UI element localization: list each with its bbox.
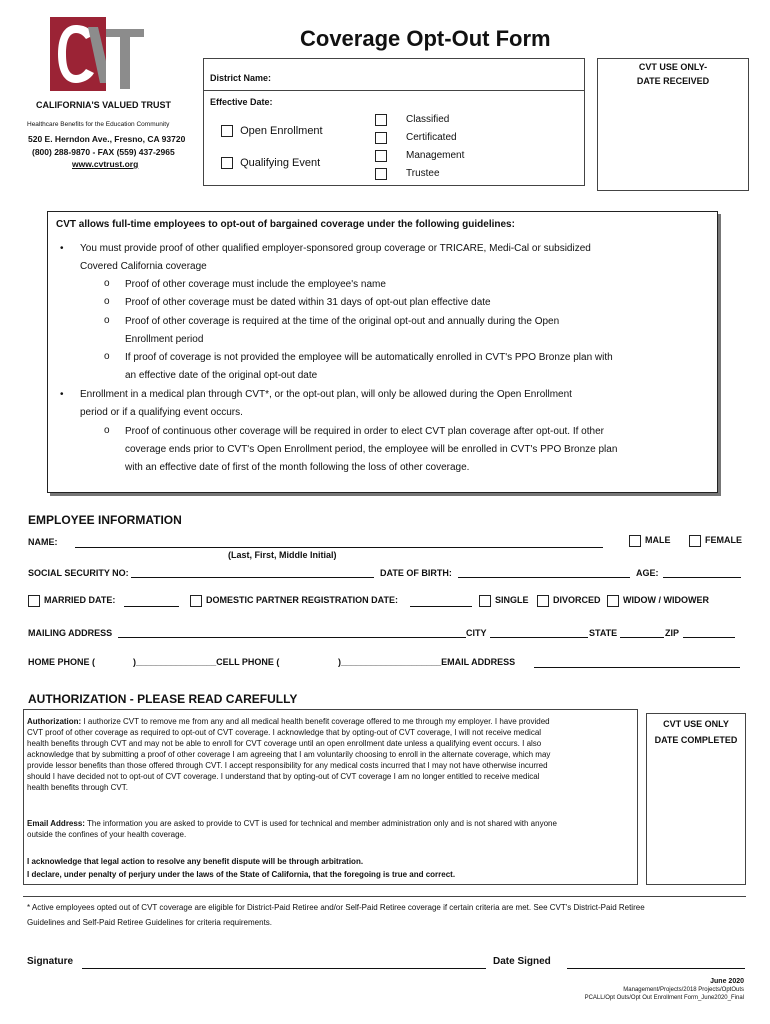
district-name-field[interactable] — [280, 60, 580, 88]
sub-bullet: o — [104, 278, 110, 289]
footnote-text: * Active employees opted out of CVT coverage are eligible for District-Paid Retiree and/or Self-Paid Retiree coverage if certain criteria are met. See CVT's District-Paid Retiree Guidelines and Self-Paid Retiree Guidelines for criteria requirements. — [27, 903, 645, 927]
home-phone-label: HOME PHONE ( — [28, 657, 96, 667]
married-checkbox[interactable] — [28, 595, 40, 607]
trustee-option[interactable]: Trustee — [375, 168, 464, 186]
state-field[interactable] — [620, 626, 664, 638]
classified-checkbox[interactable] — [375, 114, 387, 126]
open-enrollment-option[interactable]: Open Enrollment — [221, 125, 323, 138]
signature-label: Signature — [27, 956, 74, 967]
bullet: • — [60, 243, 64, 254]
guideline-text: coverage ends prior to CVT's Open Enrollment period, the employee will be enrolled in CVT's PPO Bronze plan — [125, 444, 618, 455]
female-option[interactable]: FEMALE — [689, 535, 742, 547]
effective-date-field[interactable] — [285, 92, 580, 110]
guideline-text: Proof of other coverage must include the employee's name — [125, 279, 386, 290]
footer-path-2: PCALL/Opt Outs/Opt Out Enrollment Form_June2020_Final — [584, 995, 744, 1001]
guideline-text: You must provide proof of other qualified employer-sponsored group coverage or TRICARE, Medi-Cal or subsidized — [80, 243, 591, 254]
dob-field[interactable] — [458, 566, 630, 578]
certificated-checkbox[interactable] — [375, 132, 387, 144]
sub-bullet: o — [104, 351, 110, 362]
arbitration-text: I acknowledge that legal action to resolve any benefit dispute will be through arbitration. — [27, 857, 364, 866]
cvt-logo — [50, 17, 146, 91]
cell-phone-label: )________________CELL PHONE ( — [133, 657, 280, 667]
signature-field[interactable] — [82, 955, 486, 969]
org-website[interactable]: www.cvtrust.org — [72, 159, 139, 169]
date-signed-label: Date Signed — [493, 956, 551, 967]
open-enrollment-checkbox[interactable] — [221, 125, 233, 137]
age-label: AGE: — [636, 568, 659, 578]
email-notice-text: Email Address: The information you are asked to provide to CVT is used for technical and member administration only and is not shared with anyone outside the confines of your health coverage. — [27, 819, 557, 839]
sub-bullet: o — [104, 315, 110, 326]
district-name-label: District Name: — [210, 73, 272, 83]
mailing-address-label: MAILING ADDRESS — [28, 628, 113, 638]
footer-date: June 2020 — [710, 978, 744, 985]
org-phone-fax: (800) 288-9870 - FAX (559) 437-2965 — [32, 147, 175, 157]
widow-checkbox[interactable] — [607, 595, 619, 607]
guideline-text: with an effective date of first of the month following the loss of other coverage. — [125, 462, 470, 473]
date-completed-label: DATE COMPLETED — [654, 735, 738, 745]
org-address: 520 E. Herndon Ave., Fresno, CA 93720 — [28, 134, 186, 144]
guideline-text: Covered California coverage — [80, 261, 207, 272]
form-title: Coverage Opt-Out Form — [300, 26, 551, 51]
perjury-text: I declare, under penalty of perjury under the laws of the State of California, that the foregoing is true and correct. — [27, 870, 456, 879]
guideline-text: If proof of coverage is not provided the employee will be automatically enrolled in CVT's PPO Bronze plan with — [125, 352, 613, 363]
city-field[interactable] — [490, 626, 588, 638]
married-date-field[interactable] — [124, 595, 179, 607]
domestic-partner-option[interactable]: DOMESTIC PARTNER REGISTRATION DATE: — [190, 595, 398, 607]
widow-option[interactable]: WIDOW / WIDOWER — [607, 595, 709, 607]
zip-field[interactable] — [683, 626, 735, 638]
married-option[interactable]: MARRIED DATE: — [28, 595, 115, 607]
zip-label: ZIP — [665, 628, 680, 638]
name-label: NAME: — [28, 537, 58, 547]
trustee-checkbox[interactable] — [375, 168, 387, 180]
guideline-text: Proof of continuous other coverage will be required in order to elect CVT plan coverage after opt-out. If other — [125, 426, 604, 437]
domestic-partner-checkbox[interactable] — [190, 595, 202, 607]
guideline-text: Enrollment period — [125, 334, 204, 345]
city-label: CITY — [466, 628, 487, 638]
footer-path-1: Management/Projects/2018 Projects/OptOuts — [623, 987, 744, 993]
ssn-label: SOCIAL SECURITY NO: — [28, 568, 129, 578]
bullet: • — [60, 389, 64, 400]
authorization-text: Authorization: I authorize CVT to remove me from any and all medical health benefit coverage offered to me through my employer. I have provided CVT proof of other coverage as required to opt-out of CVT coverage. I acknowledge that by opting-out of CVT coverage, I will not receive medical health benefits through CVT and may not be able to enroll for CVT coverage until an open enrollment date unless a qualifying event occurs. I also acknowledge that by submitting a proof of other coverage I am agreeing that I am voluntarily choosing to enroll in the alternate coverage, which may provide lessor benefits than those offered through CVT. I accept responsibility for any medical costs incurred that I may not have otherwise incurred should I have decided not to opt-out of CVT coverage. I understand that by opting-out of CVT coverage I am no longer entitled to receive medical health benefits through CVT. — [27, 717, 551, 792]
qualifying-event-checkbox[interactable] — [221, 157, 233, 169]
guideline-text: Enrollment in a medical plan through CVT*, or the opt-out plan, will only be allowed during the Open Enrollment — [80, 389, 572, 400]
cvt-use-only-label: CVT USE ONLY- — [638, 62, 708, 72]
state-label: STATE — [589, 628, 618, 638]
qualifying-event-option[interactable]: Qualifying Event — [221, 157, 320, 170]
male-checkbox[interactable] — [629, 535, 641, 547]
cvt-use-only-label-2: CVT USE ONLY — [663, 719, 729, 729]
date-signed-field[interactable] — [567, 955, 745, 969]
authorization-heading: AUTHORIZATION - PLEASE READ CAREFULLY — [28, 692, 298, 706]
name-hint: (Last, First, Middle Initial) — [228, 550, 337, 560]
single-checkbox[interactable] — [479, 595, 491, 607]
guidelines-intro: CVT allows full-time employees to opt-out of bargained coverage under the following guidelines: — [56, 219, 515, 230]
certificated-option[interactable]: Certificated — [375, 132, 464, 150]
domestic-date-field[interactable] — [410, 595, 472, 607]
dob-label: DATE OF BIRTH: — [380, 568, 452, 578]
date-received-label: DATE RECEIVED — [636, 76, 710, 86]
name-field[interactable] — [75, 536, 603, 548]
management-checkbox[interactable] — [375, 150, 387, 162]
effective-date-label: Effective Date: — [210, 97, 273, 107]
ssn-field[interactable] — [131, 566, 374, 578]
male-option[interactable]: MALE — [629, 535, 671, 547]
divorced-option[interactable]: DIVORCED — [537, 595, 601, 607]
mailing-address-field[interactable] — [118, 626, 466, 638]
guideline-text: Proof of other coverage is required at the time of the original opt-out and annually during the Open — [125, 316, 560, 327]
sub-bullet: o — [104, 425, 110, 436]
age-field[interactable] — [663, 566, 741, 578]
management-option[interactable]: Management — [375, 150, 464, 168]
divorced-checkbox[interactable] — [537, 595, 549, 607]
guideline-text: an effective date of the original opt-out date — [125, 370, 318, 381]
email-address-label: )____________________EMAIL ADDRESS — [338, 657, 516, 667]
guideline-text: Proof of other coverage must be dated within 31 days of opt-out plan effective date — [125, 297, 491, 308]
classified-option[interactable]: Classified — [375, 114, 464, 132]
employee-info-heading: EMPLOYEE INFORMATION — [28, 513, 182, 527]
guideline-text: period or if a qualifying event occurs. — [80, 407, 243, 418]
org-name: CALIFORNIA'S VALUED TRUST — [36, 100, 171, 110]
single-option[interactable]: SINGLE — [479, 595, 529, 607]
email-address-field[interactable] — [534, 656, 740, 668]
sub-bullet: o — [104, 296, 110, 307]
org-tagline: Healthcare Benefits for the Education Community — [27, 121, 170, 128]
female-checkbox[interactable] — [689, 535, 701, 547]
